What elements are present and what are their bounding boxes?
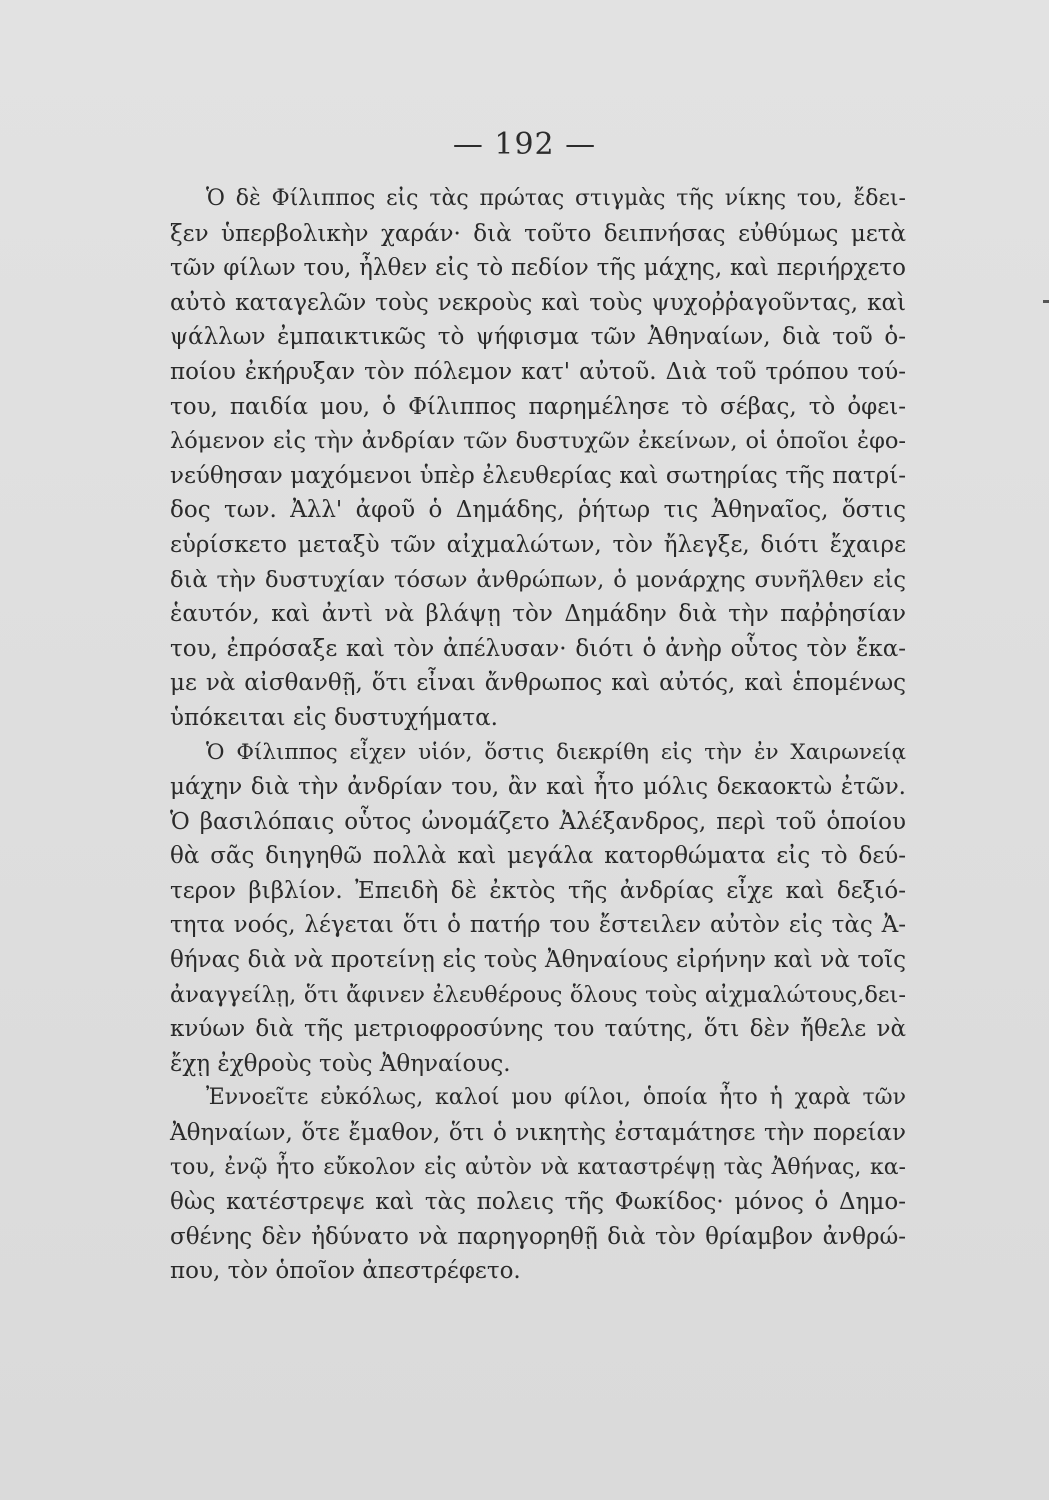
text-line: ἑαυτόν, καὶ ἀντὶ νὰ βλάψῃ τὸν Δημάδην διὰ τὴν παῤῥησίαν <box>170 601 906 628</box>
text-line: Ὁ βασιλόπαις οὗτος ὠνομάζετο Ἀλέξανδρος, περὶ τοῦ ὁποίου <box>170 808 906 835</box>
text-line: νεύθησαν μαχόμενοι ὑπὲρ ἐλευθερίας καὶ σωτηρίας τῆς πατρί- <box>170 462 906 489</box>
paragraph-2 <box>170 736 906 1082</box>
text-line: ξεν ὑπερβολικὴν χαράν· διὰ τοῦτο δειπνήσας εὐθύμως μετὰ <box>170 220 906 247</box>
text-line: ἀναγγείλῃ, ὅτι ἄφινεν ἐλευθέρους ὅλους τοὺς αἰχμαλώτους,δει- <box>170 981 906 1008</box>
page-edge-mark <box>1043 300 1049 303</box>
text-line: Ὁ δὲ Φίλιππος εἰς τὰς πρώτας στιγμὰς τῆς νίκης του, ἔδει- <box>206 186 906 211</box>
text-line: διὰ τὴν δυστυχίαν τόσων ἀνθρώπων, ὁ μονάρχης συνῆλθεν εἰς <box>170 566 906 593</box>
text-line: που, τὸν ὁποῖον ἀπεστρέφετο. <box>170 1258 521 1285</box>
text-line: του, παιδία μου, ὁ Φίλιππος παρημέλησε τὸ σέβας, τὸ ὀφει- <box>170 393 906 420</box>
text-line: Ὁ Φίλιππος εἶχεν υἱόν, ὅστις διεκρίθη εἰς τὴν ἐν Χαιρωνείᾳ <box>206 739 906 765</box>
paragraph-1 <box>170 182 906 736</box>
text-line: κνύων διὰ τῆς μετριοφροσύνης του ταύτης, ὅτι δὲν ἤθελε νὰ <box>170 1016 906 1043</box>
text-line: δος των. Ἀλλ' ἀφοῦ ὁ Δημάδης, ῥήτωρ τις Ἀθηναῖος, ὅστις <box>170 497 906 524</box>
text-line: ποίου ἐκήρυξαν τὸν πόλεμον κατ' αὐτοῦ. Διὰ τοῦ τρόπου τού- <box>170 358 906 385</box>
text-line: ὑπόκειται εἰς δυστυχήματα. <box>170 704 498 731</box>
text-line: του, ἐπρόσαξε καὶ τὸν ἀπέλυσαν· διότι ὁ ἀνὴρ οὗτος τὸν ἔκα- <box>170 635 906 662</box>
text-line: τερον βιβλίον. Ἐπειδὴ δὲ ἐκτὸς τῆς ἀνδρίας εἶχε καὶ δεξιό- <box>170 877 906 904</box>
text-line: ψάλλων ἐμπαικτικῶς τὸ ψήφισμα τῶν Ἀθηναίων, διὰ τοῦ ὁ- <box>170 324 906 351</box>
text-line: θήνας διὰ νὰ προτείνῃ εἰς τοὺς Ἀθηναίους εἰρήνην καὶ νὰ τοῖς <box>170 947 906 974</box>
text-line: του, ἐνῷ ἦτο εὔκολον εἰς αὐτὸν νὰ καταστρέψῃ τὰς Ἀθήνας, κα- <box>170 1154 906 1180</box>
text-line: τῶν φίλων του, ἦλθεν εἰς τὸ πεδίον τῆς μάχης, καὶ περιήρχετο <box>170 255 906 282</box>
body-text <box>170 182 906 1289</box>
text-line: λόμενον εἰς τὴν ἀνδρίαν τῶν δυστυχῶν ἐκείνων, οἱ ὁποῖοι ἐφο- <box>170 428 906 455</box>
text-line: τητα νοός, λέγεται ὅτι ὁ πατήρ του ἔστειλεν αὐτὸν εἰς τὰς Ἀ- <box>170 912 906 939</box>
paragraph-3 <box>170 1081 906 1289</box>
page-number: — 192 — <box>452 127 597 162</box>
text-line: σθένης δὲν ἠδύνατο νὰ παρηγορηθῇ διὰ τὸν θρίαμβον ἀνθρώ- <box>170 1223 906 1250</box>
text-line: Ἐννοεῖτε εὐκόλως, καλοί μου φίλοι, ὁποία ἦτο ἡ χαρὰ τῶν <box>206 1085 906 1111</box>
text-line: θὰ σᾶς διηγηθῶ πολλὰ καὶ μεγάλα κατορθώματα εἰς τὸ δεύ- <box>170 843 906 870</box>
text-line: ἔχῃ ἐχθροὺς τοὺς Ἀθηναίους. <box>170 1050 511 1077</box>
text-line: με νὰ αἰσθανθῇ, ὅτι εἶναι ἄνθρωπος καὶ αὐτός, καὶ ἑπομένως <box>170 670 906 697</box>
text-line: μάχην διὰ τὴν ἀνδρίαν του, ἂν καὶ ἦτο μόλις δεκαοκτὼ ἐτῶν. <box>170 774 906 801</box>
text-line: εὑρίσκετο μεταξὺ τῶν αἰχμαλώτων, τὸν ἤλεγξε, διότι ἔχαιρε <box>170 531 906 558</box>
text-line: αὐτὸ καταγελῶν τοὺς νεκροὺς καὶ τοὺς ψυχοῤῥαγοῦντας, καὶ <box>170 289 906 316</box>
text-line: θὼς κατέστρεψε καὶ τὰς πολεις τῆς Φωκίδος· μόνος ὁ Δημο- <box>170 1189 906 1216</box>
text-line: Ἀθηναίων, ὅτε ἔμαθον, ὅτι ὁ νικητὴς ἐσταμάτησε τὴν πορείαν <box>170 1120 906 1147</box>
